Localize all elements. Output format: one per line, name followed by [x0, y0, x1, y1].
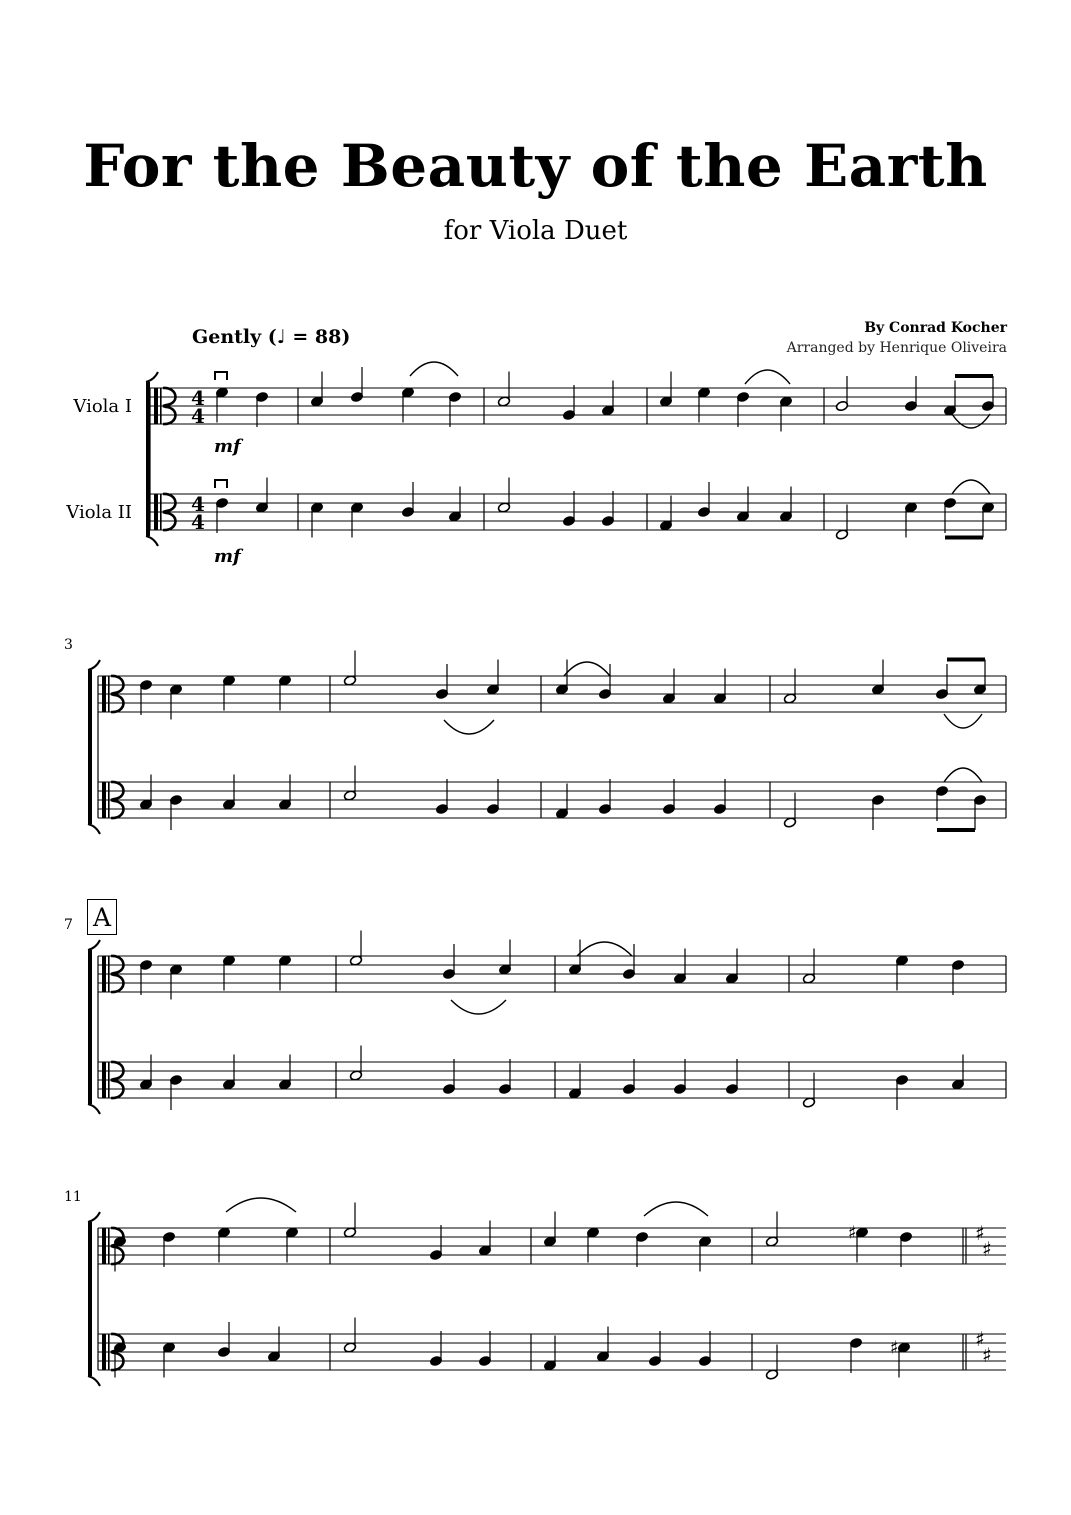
- note: [899, 1231, 912, 1267]
- note: [783, 793, 796, 829]
- note: [169, 794, 182, 830]
- clef-bar: [102, 1062, 106, 1098]
- note: [497, 478, 510, 514]
- note: [662, 669, 675, 705]
- key-sharp-icon: ♯: [982, 1343, 992, 1367]
- note: [586, 1227, 599, 1263]
- sharp-icon: ♯: [848, 1222, 857, 1244]
- clef-bar: [108, 956, 110, 992]
- tempo-text: Gently (: [192, 326, 277, 348]
- note: [350, 502, 363, 538]
- score-subtitle: for Viola Duet: [443, 216, 628, 246]
- tempo-value: = 88): [292, 326, 351, 348]
- note: [169, 964, 182, 1000]
- bracket-hook: [146, 536, 158, 546]
- note: [943, 497, 956, 533]
- note: [871, 794, 884, 830]
- note: [255, 478, 268, 514]
- note: [673, 1059, 686, 1095]
- note: [442, 1059, 455, 1095]
- composer-credit: By Conrad Kocher: [864, 320, 1007, 336]
- bracket-hook: [88, 940, 100, 950]
- note: [736, 487, 749, 523]
- note: [973, 660, 986, 696]
- note: [267, 1327, 280, 1363]
- note: [310, 502, 323, 538]
- note: [659, 496, 672, 532]
- system-bracket: [88, 670, 92, 824]
- note: [169, 684, 182, 720]
- down-bow-icon: [215, 480, 227, 488]
- note: [601, 491, 614, 527]
- note: [222, 955, 235, 991]
- note: [935, 785, 948, 821]
- note: [285, 1227, 298, 1263]
- note: [897, 1342, 910, 1378]
- note: [222, 675, 235, 711]
- note: [555, 784, 568, 820]
- clef-bar: [102, 782, 106, 818]
- note: [278, 775, 291, 811]
- clef-bar: [108, 676, 110, 712]
- note: [662, 779, 675, 815]
- clef-bar: [102, 676, 106, 712]
- time-signature-numerator: 4: [191, 386, 205, 410]
- note: [598, 779, 611, 815]
- note: [765, 1345, 778, 1381]
- note: [713, 779, 726, 815]
- note: [871, 660, 884, 696]
- note: [802, 1073, 815, 1109]
- note: [486, 660, 499, 696]
- rehearsal-mark: A: [87, 899, 117, 935]
- time-signature-numerator: 4: [191, 492, 205, 516]
- note: [849, 1337, 862, 1373]
- slur: [226, 1198, 296, 1212]
- note: [555, 660, 568, 696]
- note: [943, 381, 956, 417]
- note: [429, 1331, 442, 1367]
- sharp-icon: ♯: [890, 1337, 899, 1359]
- clef-bar: [154, 388, 158, 424]
- note: [568, 940, 581, 976]
- note: [401, 482, 414, 518]
- note: [779, 396, 792, 432]
- down-bow-icon: [215, 372, 227, 380]
- note: [835, 376, 848, 412]
- slur: [944, 768, 982, 782]
- note: [486, 779, 499, 815]
- note: [981, 502, 994, 538]
- note: [169, 1074, 182, 1110]
- note: [802, 949, 815, 985]
- bracket-hook: [88, 1376, 100, 1386]
- note: [835, 505, 848, 541]
- note: [217, 1227, 230, 1263]
- note: [725, 949, 738, 985]
- note: [951, 959, 964, 995]
- note: [343, 1318, 356, 1354]
- note: [350, 367, 363, 403]
- note: [401, 387, 414, 423]
- instrument-name-viola-1: Viola I: [73, 396, 132, 417]
- slur: [410, 362, 458, 376]
- slur: [577, 942, 632, 956]
- note: [904, 376, 917, 412]
- note: [648, 1331, 661, 1367]
- clef-bar: [102, 1228, 106, 1264]
- slur: [644, 1202, 708, 1216]
- note: [713, 669, 726, 705]
- note: [343, 766, 356, 802]
- dynamic-marking: mf: [214, 436, 241, 457]
- clef-bar: [102, 956, 106, 992]
- note: [596, 1327, 609, 1363]
- note: [442, 944, 455, 980]
- note: [498, 1059, 511, 1095]
- note: [278, 955, 291, 991]
- note: [448, 487, 461, 523]
- note: [895, 1074, 908, 1110]
- note: [343, 651, 356, 687]
- note: [736, 391, 749, 427]
- note: [855, 1227, 868, 1263]
- note: [139, 775, 152, 811]
- note: [673, 949, 686, 985]
- note: [215, 387, 228, 423]
- note: [622, 1059, 635, 1095]
- key-sharp-icon: ♯: [975, 1221, 985, 1245]
- slur: [952, 414, 990, 428]
- note: [697, 387, 710, 423]
- note: [478, 1221, 491, 1257]
- measure-number: 7: [64, 917, 73, 933]
- time-signature-denominator: 4: [191, 404, 205, 428]
- system-bracket: [88, 1222, 92, 1376]
- note: [478, 1331, 491, 1367]
- note: [139, 679, 152, 715]
- note: [765, 1212, 778, 1248]
- note: [895, 955, 908, 991]
- note: [278, 675, 291, 711]
- note: [497, 372, 510, 408]
- note: [935, 664, 948, 700]
- note: [783, 669, 796, 705]
- note: [448, 391, 461, 427]
- note: [255, 391, 268, 427]
- dynamic-marking: mf: [214, 546, 241, 567]
- note: [635, 1231, 648, 1267]
- note: [278, 1055, 291, 1091]
- slur: [952, 480, 990, 494]
- note: [543, 1336, 556, 1372]
- key-sharp-icon: ♯: [975, 1327, 985, 1351]
- measure-number: 3: [64, 637, 73, 653]
- note: [310, 372, 323, 408]
- key-sharp-icon: ♯: [982, 1237, 992, 1261]
- clef-bar: [154, 494, 158, 530]
- note: [343, 1203, 356, 1239]
- bracket-hook: [88, 824, 100, 834]
- note: [598, 664, 611, 700]
- bracket-hook: [88, 660, 100, 670]
- note: [349, 1046, 362, 1082]
- clef-bar: [108, 1334, 110, 1370]
- note: [697, 482, 710, 518]
- note: [981, 376, 994, 412]
- system-bracket: [88, 950, 92, 1104]
- quarter-note-icon: ♩: [276, 326, 286, 348]
- note: [498, 940, 511, 976]
- note: [725, 1059, 738, 1095]
- measure-number: 11: [64, 1189, 82, 1205]
- clef-bar: [102, 1334, 106, 1370]
- clef-bar: [108, 1228, 110, 1264]
- slur: [564, 662, 610, 676]
- note: [973, 794, 986, 830]
- note: [222, 775, 235, 811]
- note: [215, 497, 228, 533]
- note: [162, 1342, 175, 1378]
- note: [562, 385, 575, 421]
- slur: [745, 370, 790, 384]
- instrument-name-viola-2: Viola II: [66, 502, 132, 523]
- clef-bar: [108, 782, 110, 818]
- slur: [444, 720, 494, 734]
- bracket-hook: [146, 372, 158, 382]
- note: [349, 931, 362, 967]
- note: [698, 1236, 711, 1272]
- clef-bar: [160, 388, 162, 424]
- note: [162, 1231, 175, 1267]
- note: [951, 1055, 964, 1091]
- note: [698, 1331, 711, 1367]
- note: [779, 487, 792, 523]
- note: [601, 381, 614, 417]
- note: [222, 1055, 235, 1091]
- score-title: For the Beauty of the Earth: [83, 132, 988, 200]
- bracket-hook: [88, 1212, 100, 1222]
- note: [429, 1225, 442, 1261]
- bracket-hook: [88, 1104, 100, 1114]
- note: [543, 1212, 556, 1248]
- note: [139, 1055, 152, 1091]
- note: [139, 959, 152, 995]
- arranger-credit: Arranged by Henrique Oliveira: [786, 340, 1007, 356]
- note: [217, 1322, 230, 1358]
- note: [435, 664, 448, 700]
- time-signature-denominator: 4: [191, 510, 205, 534]
- slur: [944, 714, 982, 728]
- note: [904, 502, 917, 538]
- note: [659, 372, 672, 408]
- note: [568, 1064, 581, 1100]
- note: [562, 491, 575, 527]
- clef-bar: [160, 494, 162, 530]
- note: [435, 779, 448, 815]
- clef-bar: [108, 1062, 110, 1098]
- slur: [451, 1000, 506, 1014]
